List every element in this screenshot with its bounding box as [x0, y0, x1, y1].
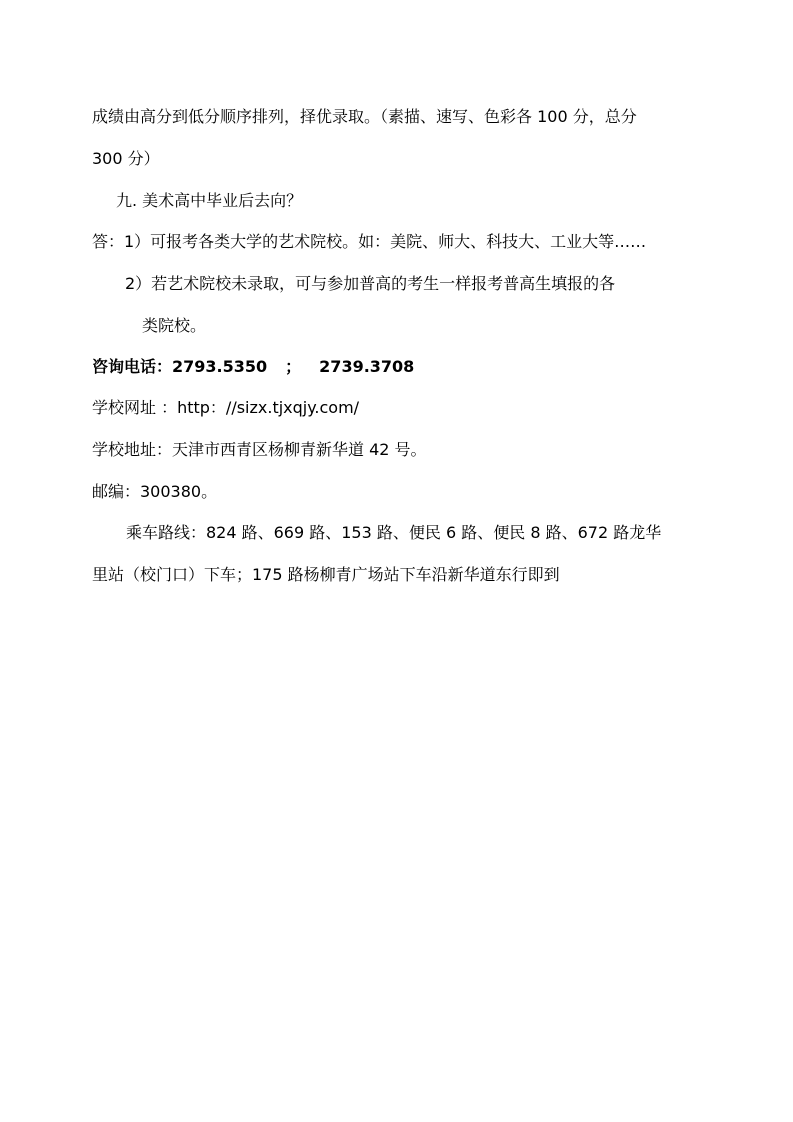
- phone-separator: ；: [285, 357, 302, 376]
- school-address: 学校地址：天津市西青区杨柳青新华道 42 号。: [92, 440, 427, 459]
- section-nine-heading: 九. 美术高中毕业后去向？: [116, 191, 303, 210]
- postcode: 邮编：300380。: [92, 482, 218, 501]
- bus-route-line2: 里站（校门口）下车；175 路杨柳青广场站下车沿新华道东行即到: [92, 565, 560, 584]
- phone-label: 咨询电话：: [92, 357, 173, 376]
- school-website: 学校网址 ：http：//sizx.tjxqjy.com/: [92, 398, 360, 417]
- score-note-line2: 300 分）: [92, 149, 160, 168]
- phone-number-2: 2739.3708: [319, 357, 415, 376]
- bus-route-line1: 乘车路线：824 路、669 路、153 路、便民 6 路、便民 8 路、672 路龙华: [126, 523, 662, 542]
- score-note-line1: 成绩由高分到低分顺序排列，择优录取。（素描、速写、色彩各 100 分，总分: [92, 107, 637, 126]
- answer-2-line1: 2）若艺术院校未录取，可与参加普高的考生一样报考普高生填报的各: [125, 274, 616, 293]
- answer-2-line2: 类院校。: [142, 316, 207, 335]
- phone-number-1: 2793.5350: [172, 357, 268, 376]
- answer-1: 答：1）可报考各类大学的艺术院校。如：美院、师大、科技大、工业大等……: [92, 232, 647, 251]
- contact-phone: [92, 356, 414, 378]
